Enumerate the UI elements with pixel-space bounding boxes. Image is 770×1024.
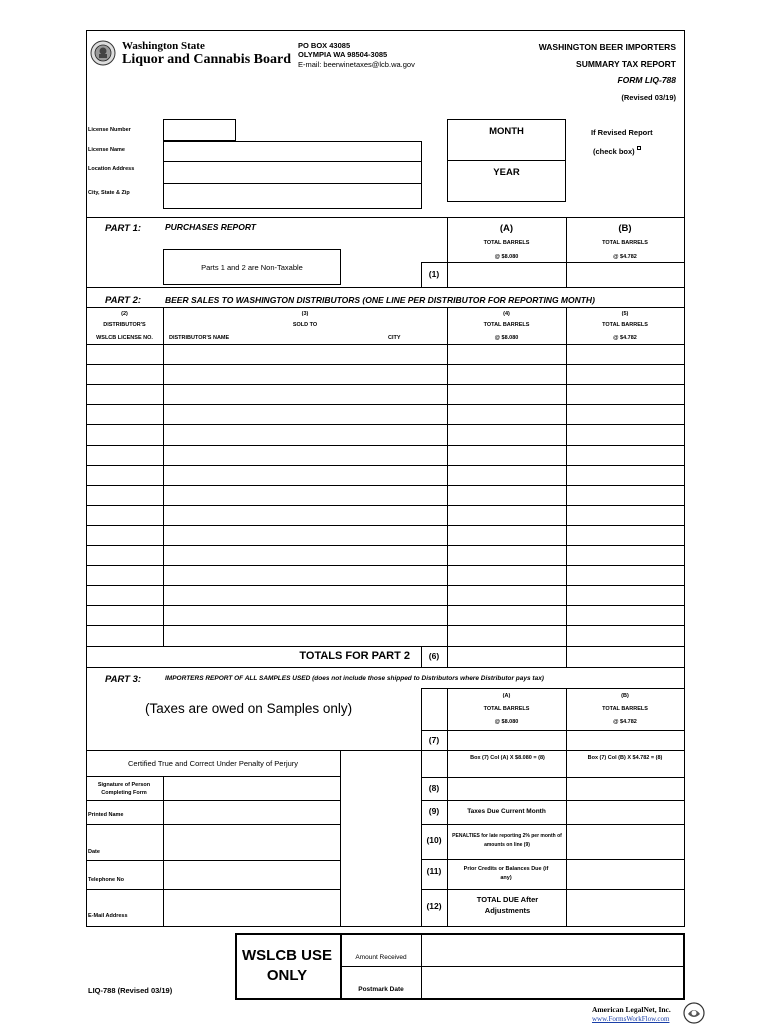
part2-col-5-units: TOTAL BARRELS bbox=[602, 322, 648, 328]
email-field[interactable] bbox=[164, 890, 339, 925]
part3-col-a: (A) bbox=[502, 693, 511, 699]
license-name-label: License Name bbox=[88, 147, 125, 153]
part3-col-a-input[interactable] bbox=[448, 731, 565, 749]
part1-col-b-input[interactable] bbox=[567, 263, 683, 286]
barrels-col-5-cell[interactable] bbox=[567, 586, 683, 604]
distributor-name-cell[interactable] bbox=[164, 405, 446, 423]
location-address-field[interactable] bbox=[164, 162, 420, 182]
part2-title: BEER SALES TO WASHINGTON DISTRIBUTORS (ONE LINE PER DISTRIBUTOR FOR REPORTING MONTH) bbox=[165, 295, 595, 305]
part3-col-a-rate: @ $8.080 bbox=[494, 719, 519, 725]
distributor-name-cell[interactable] bbox=[164, 566, 446, 584]
part3-line-7: (7) bbox=[428, 735, 440, 745]
barrels-col-5-cell[interactable] bbox=[567, 446, 683, 464]
city-state-zip-label: City, State & Zip bbox=[88, 190, 130, 196]
part2-col-4-units: TOTAL BARRELS bbox=[483, 322, 530, 328]
distributor-name-cell[interactable] bbox=[164, 586, 446, 604]
publisher-logo-icon bbox=[683, 1002, 705, 1024]
part1-col-a-units: TOTAL BARRELS bbox=[483, 240, 530, 246]
part2-col-3: (3) bbox=[301, 311, 309, 317]
line-12: (12) bbox=[426, 901, 442, 911]
part2-col-5-rate: @ $4.782 bbox=[613, 335, 637, 341]
telephone-field[interactable] bbox=[164, 861, 339, 888]
line-9-input[interactable] bbox=[567, 801, 683, 823]
barrels-col-4-cell[interactable] bbox=[448, 606, 565, 624]
part1-col-b-rate: @ $4.782 bbox=[613, 254, 637, 260]
agency-seal bbox=[90, 38, 116, 68]
barrels-col-5-cell[interactable] bbox=[567, 546, 683, 564]
barrels-col-4-cell[interactable] bbox=[448, 385, 565, 403]
distributor-name-cell[interactable] bbox=[164, 365, 446, 383]
distributor-name-cell[interactable] bbox=[164, 466, 446, 484]
distributor-name-cell[interactable] bbox=[164, 486, 446, 504]
part1-col-a: (A) bbox=[499, 223, 514, 234]
part3-col-b-rate: @ $4.782 bbox=[613, 719, 637, 725]
part2-sold-to: SOLD TO bbox=[292, 322, 318, 328]
distributor-license-cell[interactable] bbox=[87, 506, 162, 524]
part1-title: PURCHASES REPORT bbox=[165, 222, 256, 232]
distributor-name-cell[interactable] bbox=[164, 626, 446, 644]
license-number-label: License Number bbox=[88, 127, 131, 133]
month-label: MONTH bbox=[489, 126, 524, 137]
barrels-col-4-cell[interactable] bbox=[448, 566, 565, 584]
distributor-name-cell[interactable] bbox=[164, 546, 446, 564]
distributor-license-cell[interactable] bbox=[87, 526, 162, 544]
year-label: YEAR bbox=[493, 167, 520, 178]
city-zip: OLYMPIA WA 98504-3085 bbox=[298, 50, 388, 59]
distributor-license-cell[interactable] bbox=[87, 606, 162, 624]
part1-col-a-input[interactable] bbox=[448, 263, 565, 286]
distributor-license-cell[interactable] bbox=[87, 566, 162, 584]
part1-col-a-rate: @ $8.080 bbox=[494, 254, 519, 260]
date-label: Date bbox=[88, 849, 100, 855]
printed-name-field[interactable] bbox=[164, 801, 339, 824]
email-label: E-Mail Address bbox=[88, 913, 128, 919]
part3-label: PART 3: bbox=[105, 674, 142, 685]
distributor-license-cell[interactable] bbox=[87, 446, 162, 464]
form-number: FORM LIQ-788 bbox=[617, 75, 676, 85]
part3-col-a-units: TOTAL BARRELS bbox=[483, 706, 530, 712]
calc-box-b: Box (7) Col (B) X $4.782 = (8) bbox=[587, 755, 663, 761]
part2-col-5: (5) bbox=[621, 311, 629, 317]
publisher-url[interactable]: www.FormsWorkFlow.com bbox=[592, 1015, 670, 1023]
agency-name: Liquor and Cannabis Board bbox=[122, 52, 291, 67]
line-10-input[interactable] bbox=[567, 825, 683, 858]
barrels-col-4-cell[interactable] bbox=[448, 546, 565, 564]
form-subtitle: SUMMARY TAX REPORT bbox=[576, 59, 676, 69]
printed-name-label: Printed Name bbox=[88, 812, 124, 818]
part2-distributors: DISTRIBUTOR'S bbox=[103, 322, 146, 328]
distributor-name-cell[interactable] bbox=[164, 526, 446, 544]
signature-field[interactable] bbox=[164, 777, 339, 800]
distributor-license-cell[interactable] bbox=[87, 365, 162, 383]
amount-received-field[interactable] bbox=[422, 935, 683, 965]
part1-label: PART 1: bbox=[105, 223, 142, 234]
contact-email: E-mail: beerwinetaxes@lcb.wa.gov bbox=[298, 60, 415, 69]
line-8-col-b[interactable] bbox=[567, 778, 683, 799]
city-state-zip-field[interactable] bbox=[164, 184, 420, 207]
part1-col-b-units: TOTAL BARRELS bbox=[602, 240, 648, 246]
distributor-name-cell[interactable] bbox=[164, 345, 446, 363]
if-revised-label: If Revised Report bbox=[591, 128, 653, 137]
postmark-date-field[interactable] bbox=[422, 967, 683, 998]
barrels-col-4-cell[interactable] bbox=[448, 486, 565, 504]
check-box-label: (check box) bbox=[593, 147, 635, 156]
telephone-label: Telephone No bbox=[88, 877, 124, 883]
part2-col-4: (4) bbox=[503, 311, 510, 317]
distributor-license-cell[interactable] bbox=[87, 345, 162, 363]
calc-box-a: Box (7) Col (A) X $8.080 = (8) bbox=[470, 755, 545, 761]
revised-checkbox[interactable] bbox=[637, 146, 641, 150]
barrels-col-4-cell[interactable] bbox=[448, 345, 565, 363]
form-revised: (Revised 03/19) bbox=[621, 93, 676, 102]
part1-line-1: (1) bbox=[428, 269, 440, 279]
frame-top bbox=[86, 30, 685, 31]
signature-label: Signature of Person Completing Form bbox=[97, 782, 151, 796]
barrels-col-4-cell[interactable] bbox=[448, 506, 565, 524]
credits-label: Prior Credits or Balances Due (if any) bbox=[463, 866, 549, 881]
barrels-col-4-cell[interactable] bbox=[448, 466, 565, 484]
distributor-license-cell[interactable] bbox=[87, 586, 162, 604]
barrels-col-4-cell[interactable] bbox=[448, 526, 565, 544]
part2-city: CITY bbox=[388, 335, 401, 341]
line-12-input[interactable] bbox=[567, 890, 683, 925]
distributor-license-cell[interactable] bbox=[87, 466, 162, 484]
barrels-col-5-cell[interactable] bbox=[567, 466, 683, 484]
publisher-badge bbox=[588, 1002, 708, 1024]
barrels-col-5-cell[interactable] bbox=[567, 566, 683, 584]
part2-col-2: (2) bbox=[121, 311, 128, 317]
penalties-label: PENALTIES for late reporting 2% per month of amounts on line (9) bbox=[452, 833, 562, 848]
barrels-col-5-cell[interactable] bbox=[567, 365, 683, 383]
barrels-col-5-cell[interactable] bbox=[567, 385, 683, 403]
part3-col-b: (B) bbox=[621, 693, 629, 699]
line-9: (9) bbox=[428, 806, 440, 816]
part2-col-4-rate: @ $8.080 bbox=[494, 335, 519, 341]
agency-state: Washington State bbox=[122, 40, 205, 52]
line-11: (11) bbox=[426, 866, 442, 876]
part3-col-b-input[interactable] bbox=[567, 731, 683, 749]
distributor-license-cell[interactable] bbox=[87, 425, 162, 443]
barrels-col-5-cell[interactable] bbox=[567, 526, 683, 544]
frame-right bbox=[684, 30, 685, 927]
line-8: (8) bbox=[428, 783, 440, 793]
taxes-owed-note: (Taxes are owed on Samples only) bbox=[145, 701, 353, 716]
distributor-name-cell[interactable] bbox=[164, 606, 446, 624]
nontaxable-note: Parts 1 and 2 are Non-Taxable bbox=[201, 263, 303, 272]
distributor-name-cell[interactable] bbox=[164, 506, 446, 524]
license-name-field[interactable] bbox=[164, 142, 420, 160]
form-title: WASHINGTON BEER IMPORTERS bbox=[538, 42, 676, 52]
barrels-col-5-cell[interactable] bbox=[567, 425, 683, 443]
form-code-footer: LIQ-788 (Revised 03/19) bbox=[88, 986, 173, 995]
distributor-license-cell[interactable] bbox=[87, 486, 162, 504]
barrels-col-5-cell[interactable] bbox=[567, 405, 683, 423]
distributor-license-cell[interactable] bbox=[87, 385, 162, 403]
certify-heading: Certified True and Correct Under Penalty of Perjury bbox=[127, 759, 299, 768]
amount-received-label: Amount Received bbox=[355, 954, 407, 961]
part2-total-col-5[interactable] bbox=[567, 647, 683, 666]
part1-col-b: (B) bbox=[618, 223, 632, 234]
postmark-date-label: Postmark Date bbox=[358, 986, 404, 993]
distributor-license-cell[interactable] bbox=[87, 626, 162, 644]
date-field[interactable] bbox=[164, 825, 339, 859]
distributor-name-cell[interactable] bbox=[164, 385, 446, 403]
barrels-col-5-cell[interactable] bbox=[567, 345, 683, 363]
barrels-col-5-cell[interactable] bbox=[567, 626, 683, 644]
taxes-due-label: Taxes Due Current Month bbox=[467, 808, 546, 815]
line-10: (10) bbox=[426, 835, 442, 845]
distributor-name-cell[interactable] bbox=[164, 446, 446, 464]
line-11-input[interactable] bbox=[567, 860, 683, 888]
distributor-license-cell[interactable] bbox=[87, 405, 162, 423]
barrels-col-4-cell[interactable] bbox=[448, 586, 565, 604]
barrels-col-4-cell[interactable] bbox=[448, 626, 565, 644]
barrels-col-5-cell[interactable] bbox=[567, 606, 683, 624]
po-box: PO BOX 43085 bbox=[298, 41, 351, 50]
part3-title: IMPORTERS REPORT OF ALL SAMPLES USED (does not include those shipped to Distributors where Distributor pays tax) bbox=[165, 675, 544, 682]
distributor-license-cell[interactable] bbox=[87, 546, 162, 564]
total-due-label: TOTAL DUE After Adjustments bbox=[476, 895, 539, 915]
part2-line-6: (6) bbox=[428, 651, 440, 661]
part2-label: PART 2: bbox=[105, 295, 142, 306]
part2-dist-name: DISTRIBUTOR'S NAME bbox=[169, 335, 230, 341]
license-number-field[interactable] bbox=[163, 119, 236, 141]
publisher-name: American LegalNet, Inc. bbox=[592, 1005, 671, 1014]
line-8-col-a[interactable] bbox=[448, 778, 565, 799]
barrels-col-4-cell[interactable] bbox=[448, 365, 565, 383]
part2-wslcb-license: WSLCB LICENSE NO. bbox=[96, 335, 153, 341]
barrels-col-4-cell[interactable] bbox=[448, 446, 565, 464]
location-address-label: Location Address bbox=[88, 166, 135, 172]
barrels-col-5-cell[interactable] bbox=[567, 506, 683, 524]
barrels-col-4-cell[interactable] bbox=[448, 405, 565, 423]
barrels-col-5-cell[interactable] bbox=[567, 486, 683, 504]
distributor-name-cell[interactable] bbox=[164, 425, 446, 443]
part2-totals-label: TOTALS FOR PART 2 bbox=[299, 650, 410, 662]
barrels-col-4-cell[interactable] bbox=[448, 425, 565, 443]
part2-total-col-4[interactable] bbox=[448, 647, 565, 666]
part3-col-b-units: TOTAL BARRELS bbox=[602, 706, 648, 712]
wslcb-use-only: WSLCB USE ONLY bbox=[242, 947, 332, 984]
